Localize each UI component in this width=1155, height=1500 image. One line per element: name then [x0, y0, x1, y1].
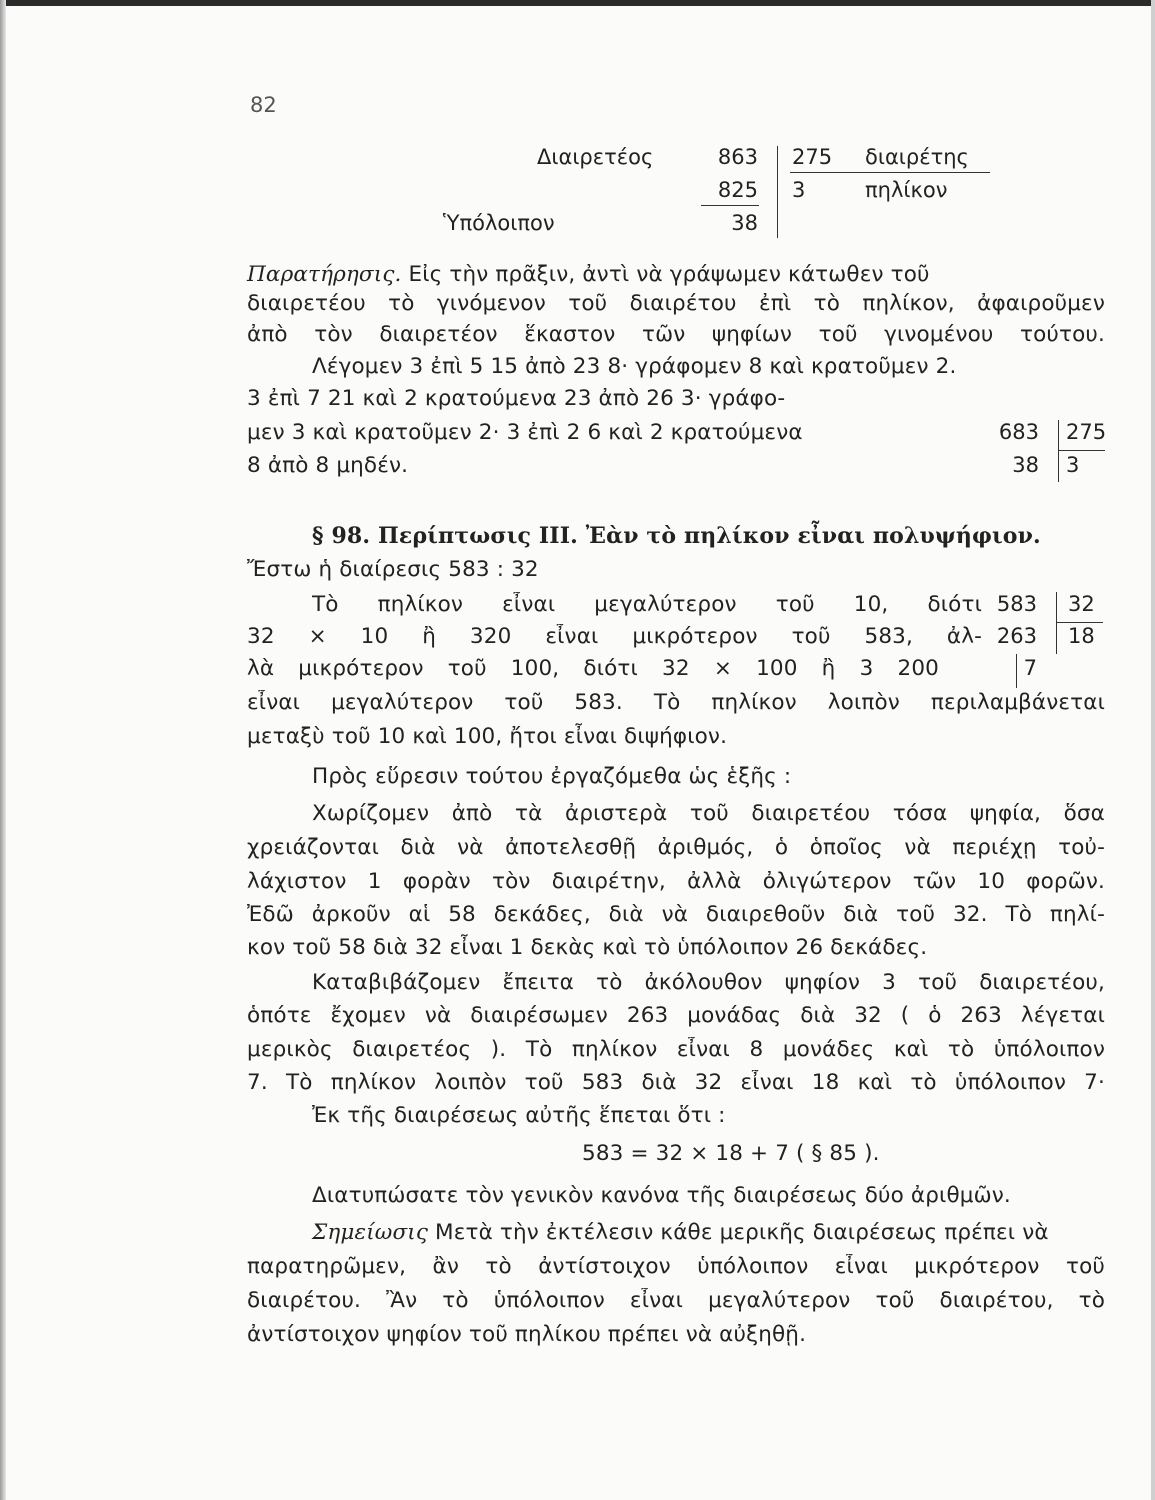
remark-line-2: διαιρετέου τὸ γινόμενον τοῦ διαιρέτου ἐπὶ τὸ πηλίκον, ἀφαιροῦμεν [247, 291, 1105, 316]
section-remainder-bracket [1016, 654, 1017, 688]
subtraction-line [701, 205, 759, 206]
scan-left-edge [0, 0, 6, 1500]
section-remainder: 7 [1023, 656, 1037, 680]
section-p4-line-1: Καταβιβάζομεν ἔπειτα τὸ ἀκόλουθον ψηφίον 3 τοῦ διαιρετέου, [312, 970, 1105, 995]
remark-line-7: 8 ἀπὸ 8 μηδέν. [247, 453, 409, 478]
remainder-value: 38 [731, 211, 758, 235]
quotient-label: πηλίκον [865, 178, 948, 202]
section-p1-line-5: μεταξὺ τοῦ 10 καὶ 100, ἤτοι εἶναι διψήφιον. [247, 724, 728, 749]
remark-line-3: ἀπὸ τὸν διαιρετέον ἕκαστον τῶν ψηφίων τοῦ γινομένου τούτου. [247, 322, 1105, 347]
section-p3-line-5: κον τοῦ 58 διὰ 32 εἶναι 1 δεκὰς καὶ τὸ ὑπόλοιπον 26 δεκάδες. [247, 935, 928, 960]
note-line-4: ἀντίστοιχον ψηφίον τοῦ πηλίκου πρέπει νὰ αὐξηθῇ. [247, 1322, 807, 1347]
section-p1-line-2: 32 × 10 ἢ 320 εἶναι μικρότερον τοῦ 583, ἀλ- [247, 624, 982, 649]
remark-divisor-underline [1059, 450, 1105, 451]
divisor-underline [790, 172, 990, 173]
section-p1-line-3: λὰ μικρότερον τοῦ 100, διότι 32 × 100 ἢ 3 200 [247, 656, 939, 681]
section-p4-line-4: 7. Τὸ πηλίκον λοιπὸν τοῦ 583 διὰ 32 εἶναι 18 καὶ τὸ ὑπόλοιπον 7· [247, 1070, 1105, 1095]
section-partial-dividend: 263 [996, 624, 1037, 648]
section-p5: Ἐκ τῆς διαιρέσεως αὐτῆς ἕπεται ὅτι : [312, 1103, 726, 1128]
note-line-3: διαιρέτου. Ἂν τὸ ὑπόλοιπον εἶναι μεγαλύτερον τοῦ διαιρέτου, τὸ [247, 1288, 1105, 1313]
section-quotient: 18 [1068, 624, 1095, 648]
section-let: Ἔστω ἡ διαίρεσις 583 : 32 [247, 557, 539, 582]
remark-line-1-text: Εἰς τὴν πρᾶξιν, ἀντὶ νὰ γράψωμεν κάτωθεν τοῦ [408, 262, 930, 287]
scan-right-edge [1151, 0, 1155, 1500]
section-p3-line-3: λάχιστον 1 φορὰν τὸν διαιρέτην, ἀλλὰ ὀλιγώτερον τῶν 10 φορῶν. [247, 869, 1105, 894]
division-vertical-line [777, 146, 778, 238]
note-line-1 [312, 1220, 1105, 1245]
page-number: 82 [250, 93, 277, 117]
remainder-label: Ὑπόλοιπον [443, 211, 555, 235]
divisor-value: 275 [792, 145, 833, 169]
dividend-label: Διαιρετέος [537, 145, 654, 169]
note-line-2: παρατηρῶμεν, ἂν τὸ ἀντίστοιχον ὑπόλοιπον εἶναι μικρότερον τοῦ [247, 1254, 1105, 1279]
section-heading: § 98. Περίπτωσις III. Ἐὰν τὸ πηλίκον εἶναι πολυψήφιον. [312, 523, 1041, 549]
divisor-label: διαιρέτης [865, 145, 969, 169]
remark-dividend: 683 [998, 420, 1039, 444]
remark-label: Παρατήρησις. [247, 262, 402, 287]
remark-line-6: μεν 3 καὶ κρατοῦμεν 2· 3 ἐπὶ 2 6 καὶ 2 κρατούμενα [247, 420, 803, 445]
remark-division-vertical-line [1058, 420, 1059, 482]
remark-quotient: 3 [1066, 453, 1080, 477]
section-divisor: 32 [1068, 592, 1095, 616]
note-line-1-text: Μετὰ τὴν ἐκτέλεσιν κάθε μερικῆς διαιρέσεως πρέπει νὰ [435, 1220, 1049, 1245]
section-p1-line-1: Τὸ πηλίκον εἶναι μεγαλύτερον τοῦ 10, διότι [312, 592, 982, 617]
section-dividend: 583 [996, 592, 1037, 616]
section-p4-line-3: μερικὸς διαιρετέος ). Τὸ πηλίκον εἶναι 8 μονάδες καὶ τὸ ὑπόλοιπον [247, 1037, 1105, 1062]
section-p4-line-2: ὁπότε ἔχομεν νὰ διαιρέσωμεν 263 μονάδας διὰ 32 ( ὁ 263 λέγεται [247, 1003, 1105, 1028]
product-value: 825 [717, 178, 758, 202]
remark-line-4: Λέγομεν 3 ἐπὶ 5 15 ἀπὸ 23 8· γράφομεν 8 καὶ κρατοῦμεν 2. [312, 354, 957, 379]
remark-line-1 [247, 262, 1105, 287]
section-p3-line-4: Ἐδῶ ἀρκοῦν αἱ 58 δεκάδες, διὰ νὰ διαιρεθοῦν διὰ τοῦ 32. Τὸ πηλί- [247, 902, 1105, 927]
section-divisor-underline [1057, 622, 1103, 623]
remark-divisor: 275 [1066, 420, 1107, 444]
note-label: Σημείωσις [312, 1220, 429, 1245]
remark-line-5: 3 ἐπὶ 7 21 καὶ 2 κρατούμενα 23 ἀπὸ 26 3· γράφο- [247, 386, 786, 411]
quotient-value: 3 [792, 178, 806, 202]
section-p6: Διατυπώσατε τὸν γενικὸν κανόνα τῆς διαιρέσεως δύο ἀριθμῶν. [312, 1183, 1011, 1208]
section-p2: Πρὸς εὕρεσιν τούτου ἐργαζόμεθα ὡς ἑξῆς : [312, 764, 792, 789]
scan-top-edge [0, 0, 1155, 6]
remark-remainder: 38 [1012, 453, 1039, 477]
section-p3-line-1: Χωρίζομεν ἀπὸ τὰ ἀριστερὰ τοῦ διαιρετέου τόσα ψηφία, ὅσα [312, 801, 1105, 826]
dividend-value: 863 [717, 145, 758, 169]
section-equation: 583 = 32 × 18 + 7 ( § 85 ). [582, 1141, 880, 1166]
section-p3-line-2: χρειάζονται διὰ νὰ ἀποτελεσθῇ ἀριθμός, ὁ ὁποῖος νὰ περιέχῃ τοὐ- [247, 835, 1105, 860]
section-p1-line-4: εἶναι μεγαλύτερον τοῦ 583. Τὸ πηλίκον λοιπὸν περιλαμβάνεται [247, 690, 1105, 715]
section-division-vertical-line [1056, 592, 1057, 654]
